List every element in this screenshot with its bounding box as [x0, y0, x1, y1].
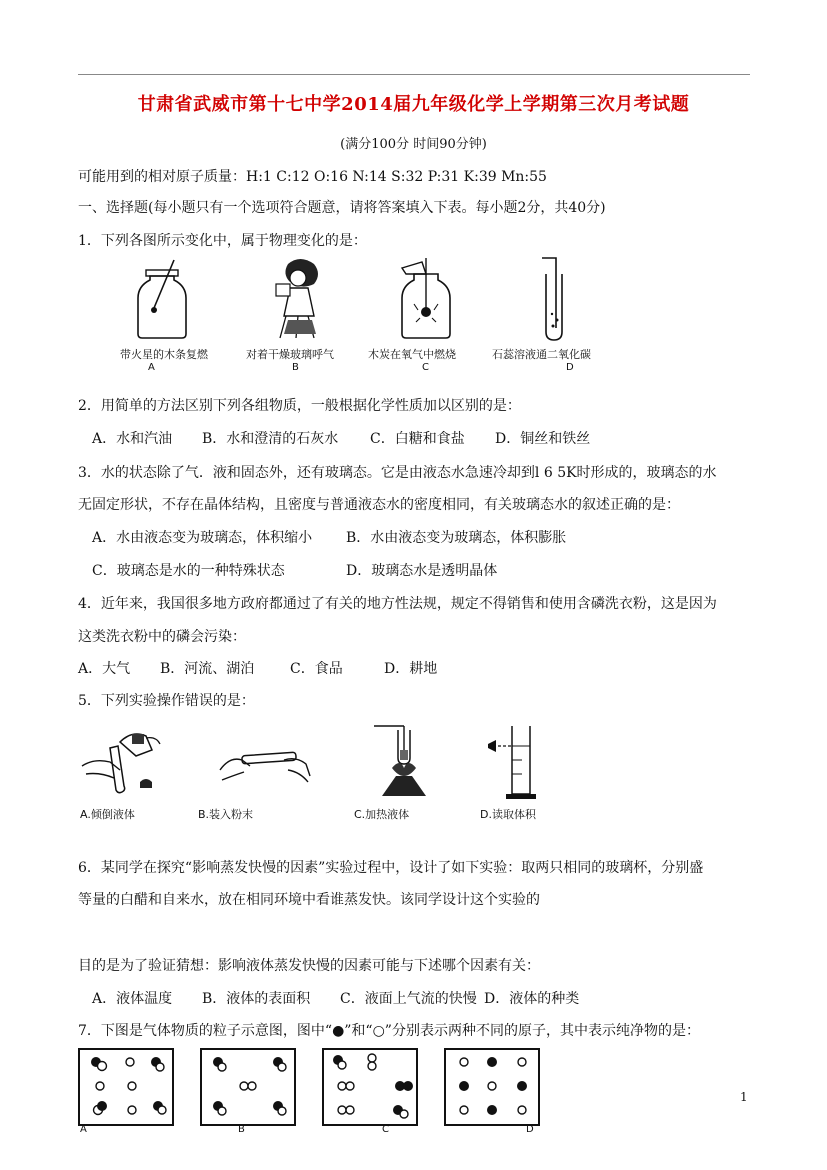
- particle-diagram-b: [202, 1050, 294, 1124]
- q1-letter-d: D: [566, 362, 574, 373]
- q7-box-c: [322, 1048, 418, 1126]
- q4-option-d: D．耕地: [384, 661, 438, 677]
- q6-option-b: B．液体的表面积: [202, 991, 311, 1007]
- q3-option-a: A．水由液态变为玻璃态，体积缩小: [92, 530, 313, 546]
- q5-caption-a: A.倾倒液体: [80, 808, 135, 821]
- q2-stem: 2．用简单的方法区别下列各组物质，一般根据化学性质加以区别的是：: [78, 398, 521, 414]
- particle-diagram-a: [80, 1050, 172, 1124]
- q4-stem-line1: 4．近年来，我国很多地方政府都通过了有关的地方性法规，规定不得销售和使用含磷洗衣粉，这是因为: [78, 596, 717, 612]
- q7-box-a: [78, 1048, 174, 1126]
- q7-box-d: [444, 1048, 540, 1126]
- q1-letter-c: C: [422, 362, 429, 373]
- bottle-splint-icon: [132, 258, 192, 340]
- particle-diagram-c: [324, 1050, 416, 1124]
- section-heading: 一、选择题(每小题只有一个选项符合题意，请将答案填入下表。每小题2分，共40分): [78, 200, 606, 216]
- reading-volume-icon: [478, 724, 538, 800]
- q3-stem-line2: 无固定形状，不存在晶体结构，且密度与普通液态水的密度相同，有关玻璃态水的叙述正确的是：: [78, 497, 680, 513]
- particle-diagram-d: [446, 1050, 538, 1124]
- q6-stem-line2: 等量的白醋和自来水，放在相同环境中看谁蒸发快。该同学设计这个实验的: [78, 892, 540, 908]
- q4-option-a: A．大气: [78, 661, 131, 677]
- q6-option-c: C．液面上气流的快慢: [340, 991, 477, 1007]
- loading-powder-icon: [212, 736, 316, 786]
- q7-letter-d: D: [526, 1124, 534, 1135]
- q7-letter-b: B: [238, 1124, 245, 1135]
- q6-option-d: D．液体的种类: [484, 991, 580, 1007]
- q7-stem: 7．下图是气体物质的粒子示意图，图中“●”和“○”分别表示两种不同的原子，其中表示纯净物的是：: [78, 1023, 700, 1039]
- q1-letter-a: A: [148, 362, 155, 373]
- q2-option-a: A．水和汽油: [92, 431, 173, 447]
- q3-option-d: D．玻璃态水是透明晶体: [346, 563, 498, 579]
- exam-title: 甘肃省武威市第十七中学2014届九年级化学上学期第三次月考试题: [137, 94, 690, 115]
- q3-option-b: B．水由液态变为玻璃态，体积膨胀: [346, 530, 567, 546]
- atomic-mass-line: 可能用到的相对原子质量：H:1 C:12 O:16 N:14 S:32 P:31 K:39 Mn:55: [78, 169, 547, 185]
- q1-caption-b: 对着干燥玻璃呼气: [246, 348, 334, 361]
- girl-breathing-icon: [268, 254, 332, 340]
- pouring-liquid-icon: [80, 726, 164, 794]
- q6-option-a: A．液体温度: [92, 991, 173, 1007]
- q7-letter-a: A: [80, 1124, 87, 1135]
- q4-stem-line2: 这类洗衣粉中的磷会污染：: [78, 629, 246, 645]
- q3-stem-line1: 3．水的状态除了气．液和固态外，还有玻璃态。它是由液态水急速冷却到l 6 5K时形成的，玻璃态的水: [78, 465, 717, 481]
- q1-caption-d: 石蕊溶液通二氧化碳: [492, 348, 591, 361]
- q2-option-c: C．白糖和食盐: [370, 431, 465, 447]
- heating-liquid-icon: [370, 722, 434, 798]
- header-rule: [78, 74, 750, 75]
- test-tube-icon: [536, 256, 576, 342]
- q5-caption-b: B.装入粉末: [198, 808, 254, 821]
- q3-option-c: C．玻璃态是水的一种特殊状态: [92, 563, 285, 579]
- q2-option-b: B．水和澄清的石灰水: [202, 431, 339, 447]
- q6-stem-line3: 目的是为了验证猜想：影响液体蒸发快慢的因素可能与下述哪个因素有关：: [78, 958, 540, 974]
- q4-option-c: C．食品: [290, 661, 343, 677]
- q1-letter-b: B: [292, 362, 299, 373]
- q5-stem: 5．下列实验操作错误的是：: [78, 693, 255, 709]
- q1-stem: 1．下列各图所示变化中，属于物理变化的是：: [78, 233, 367, 249]
- charcoal-bottle-icon: [396, 254, 456, 340]
- q4-option-b: B．河流、湖泊: [160, 661, 255, 677]
- q5-caption-c: C.加热液体: [354, 808, 410, 821]
- exam-subtitle: (满分100分 时间90分钟): [340, 137, 487, 152]
- page-number: 1: [740, 1090, 748, 1104]
- q5-caption-d: D.读取体积: [480, 808, 536, 821]
- q7-box-b: [200, 1048, 296, 1126]
- q1-caption-a: 带火星的木条复燃: [120, 348, 208, 361]
- q7-letter-c: C: [382, 1124, 389, 1135]
- q2-option-d: D．铜丝和铁丝: [495, 431, 591, 447]
- q1-caption-c: 木炭在氧气中燃烧: [368, 348, 456, 361]
- q6-stem-line1: 6．某同学在探究“影响蒸发快慢的因素”实验过程中，设计了如下实验：取两只相同的玻璃杯，分别盛: [78, 860, 704, 876]
